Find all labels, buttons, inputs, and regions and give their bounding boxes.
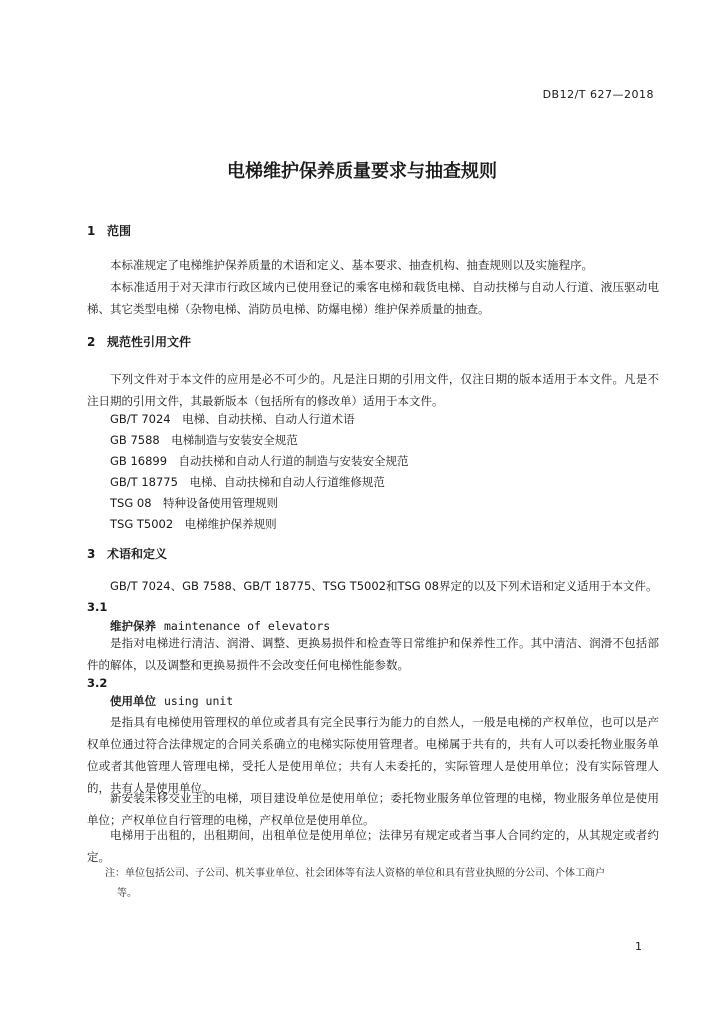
paragraph: 本标准适用于对天津市行政区域内已使用登记的乘客电梯和载货电梯、自动扶梯与自动人行道、液压驱动电梯、其它类型电梯（杂物电梯、消防员电梯、防爆电梯）维护保养质量的抽查。 (87, 280, 659, 316)
section-number: 1 (87, 224, 96, 238)
section-heading-terms (87, 545, 167, 562)
note (105, 864, 665, 904)
page-title: 电梯维护保养质量要求与抽查规则 (227, 161, 497, 182)
page-number: 1 (635, 940, 642, 953)
term-heading (110, 693, 233, 709)
note-text: 注：单位包括公司、子公司、机关事业单位、社会团体等有法人资格的单位和具有营业执照的分公司、个体工商户 (105, 868, 605, 879)
reference-item: GB 16899 自动扶梯和自动人行道的制造与安装安全规范 (110, 454, 409, 468)
definition: 是指具有电梯使用管理权的单位或者具有完全民事行为能力的自然人，一般是电梯的产权单位，也可以是产权单位通过符合法律规定的合同关系确立的电梯实际使用管理者。电梯属于共有的，共有人可以委托物业服务单位或者其他管理人管理电梯，受托人是使用单位；共有人未委托的，实际管理人是使用单位；没有实际管理人的，共有人是使用单位。 (87, 715, 659, 795)
section-number: 2 (87, 335, 96, 349)
section-title: 术语和定义 (107, 547, 168, 561)
section-number: 3 (87, 547, 96, 561)
term-en: maintenance of elevators (164, 619, 331, 633)
paragraph: 新安装未移交业主的电梯，项目建设单位是使用单位；委托物业服务单位管理的电梯，物业服务单位是使用单位；产权单位自行管理的电梯，产权单位是使用单位。 (87, 791, 659, 827)
standard-code: DB12/T 627—2018 (542, 88, 654, 101)
paragraph: 本标准规定了电梯维护保养质量的术语和定义、基本要求、抽查机构、抽查规则以及实施程序。 (110, 258, 593, 272)
clause-number: 3.1 (87, 600, 108, 614)
reference-item: GB/T 7024 电梯、自动扶梯、自动人行道术语 (110, 412, 355, 426)
section-title: 范围 (107, 224, 132, 238)
paragraph: GB/T 7024、GB 7588、GB/T 18775、TSG T5002和TSG 08界定的以及下列术语和定义适用于本文件。 (110, 579, 658, 593)
reference-item: GB/T 18775 电梯、自动扶梯和自动人行道维修规范 (110, 475, 385, 489)
reference-item: TSG T5002 电梯维护保养规则 (110, 517, 277, 531)
section-heading-normative-references (87, 333, 191, 350)
note-text-continued: 等。 (117, 888, 137, 899)
paragraph: 电梯用于出租的，出租期间，出租单位是使用单位；法律另有规定或者当事人合同约定的，从其规定或者约定。 (87, 828, 659, 864)
term-en: using unit (164, 694, 234, 708)
definition: 是指对电梯进行清洁、润滑、调整、更换易损件和检查等日常维护和保养性工作。其中清洁、润滑不包括部件的解体，以及调整和更换易损件不会改变任何电梯性能参数。 (87, 636, 659, 672)
section-title: 规范性引用文件 (107, 335, 192, 349)
reference-item: GB 7588 电梯制造与安装安全规范 (110, 433, 298, 447)
clause-number: 3.2 (87, 676, 108, 690)
section-heading-scope (87, 222, 131, 239)
term-zh: 维护保养 (110, 619, 156, 633)
term-zh: 使用单位 (110, 694, 156, 708)
paragraph: 下列文件对于本文件的应用是必不可少的。凡是注日期的引用文件，仅注日期的版本适用于本文件。凡是不注日期的引用文件，其最新版本（包括所有的修改单）适用于本文件。 (87, 372, 659, 408)
reference-item: TSG 08 特种设备使用管理规则 (110, 496, 279, 510)
